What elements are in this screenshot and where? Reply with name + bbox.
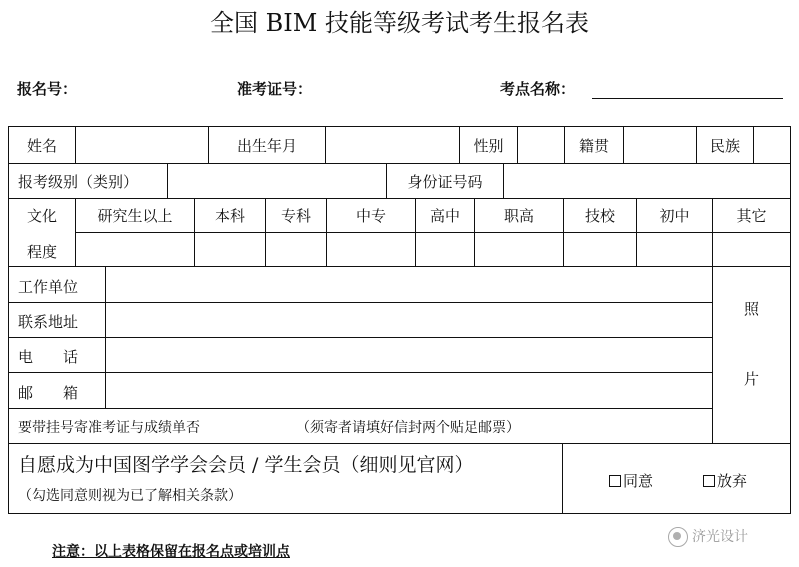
address-field[interactable] bbox=[106, 303, 712, 337]
education-option: 其它 bbox=[736, 207, 767, 225]
row-divider bbox=[8, 198, 791, 199]
exam-level-label: 报考级别（类别） bbox=[18, 173, 139, 191]
id-number-label: 身份证号码 bbox=[407, 173, 483, 191]
exam-site-input-line[interactable] bbox=[592, 98, 783, 99]
agree-checkbox[interactable] bbox=[609, 475, 621, 487]
table-border-right bbox=[790, 126, 791, 514]
education-option: 研究生以上 bbox=[97, 207, 173, 225]
education-option: 技校 bbox=[584, 207, 615, 225]
col-divider bbox=[562, 443, 563, 514]
education-option: 高中 bbox=[429, 207, 460, 225]
email-field[interactable] bbox=[106, 373, 712, 408]
phone-label: 电 话 bbox=[18, 348, 79, 366]
decline-option[interactable] bbox=[703, 472, 747, 490]
education-option: 中专 bbox=[355, 207, 386, 225]
origin-label: 籍贯 bbox=[578, 137, 609, 155]
page-title: 全国 BIM 技能等级考试考生报名表 bbox=[210, 9, 589, 37]
email-label: 邮 箱 bbox=[18, 384, 79, 402]
work-unit-label: 工作单位 bbox=[18, 278, 79, 296]
exam-site-label: 考点名称： bbox=[500, 80, 576, 98]
wechat-logo-icon bbox=[668, 527, 688, 547]
admission-number-label: 准考证号： bbox=[237, 80, 313, 98]
membership-statement: 自愿成为中国图学学会会员 / 学生会员（细则见官网） bbox=[18, 454, 474, 476]
gender-field[interactable] bbox=[518, 126, 564, 163]
address-label: 联系地址 bbox=[18, 313, 79, 331]
photo-label-line2: 片 bbox=[743, 370, 759, 388]
education-label-line2: 程度 bbox=[26, 243, 57, 261]
education-option: 专科 bbox=[280, 207, 311, 225]
watermark-text: 济光设计 bbox=[692, 529, 748, 545]
education-label-line1: 文化 bbox=[26, 207, 57, 225]
phone-field[interactable] bbox=[106, 338, 712, 372]
photo-border-left bbox=[712, 266, 713, 444]
mail-note: （须寄者请填好信封两个贴足邮票） bbox=[296, 420, 520, 436]
id-number-field[interactable] bbox=[504, 163, 790, 197]
education-option: 职高 bbox=[503, 207, 534, 225]
exam-level-field[interactable] bbox=[168, 163, 386, 197]
name-field[interactable] bbox=[76, 126, 208, 163]
table-border-left bbox=[8, 126, 9, 514]
watermark bbox=[668, 526, 748, 547]
footer-note: 注意：以上表格保留在报名点或培训点 bbox=[52, 544, 290, 560]
education-option: 本科 bbox=[214, 207, 245, 225]
mail-question-label: 要带挂号寄准考证与成绩单否 bbox=[18, 420, 200, 436]
education-option: 初中 bbox=[659, 207, 690, 225]
name-label: 姓名 bbox=[26, 137, 57, 155]
origin-field[interactable] bbox=[624, 126, 696, 163]
agree-option[interactable] bbox=[609, 472, 653, 490]
gender-label: 性别 bbox=[473, 137, 504, 155]
education-answer-row[interactable] bbox=[76, 233, 712, 266]
membership-note: （勾选同意则视为已了解相关条款） bbox=[18, 488, 242, 504]
birth-field[interactable] bbox=[326, 126, 459, 163]
work-unit-field[interactable] bbox=[106, 267, 712, 302]
birth-label: 出生年月 bbox=[236, 137, 297, 155]
table-border-bottom bbox=[8, 513, 791, 514]
registration-number-label: 报名号： bbox=[17, 80, 78, 98]
photo-label-line1: 照 bbox=[743, 300, 759, 318]
row-divider bbox=[8, 443, 791, 444]
ethnicity-label: 民族 bbox=[709, 137, 740, 155]
agree-label: 同意 bbox=[623, 472, 654, 490]
decline-checkbox[interactable] bbox=[703, 475, 715, 487]
row-divider bbox=[8, 408, 713, 409]
ethnicity-field[interactable] bbox=[754, 126, 790, 163]
decline-label: 放弃 bbox=[717, 472, 748, 490]
